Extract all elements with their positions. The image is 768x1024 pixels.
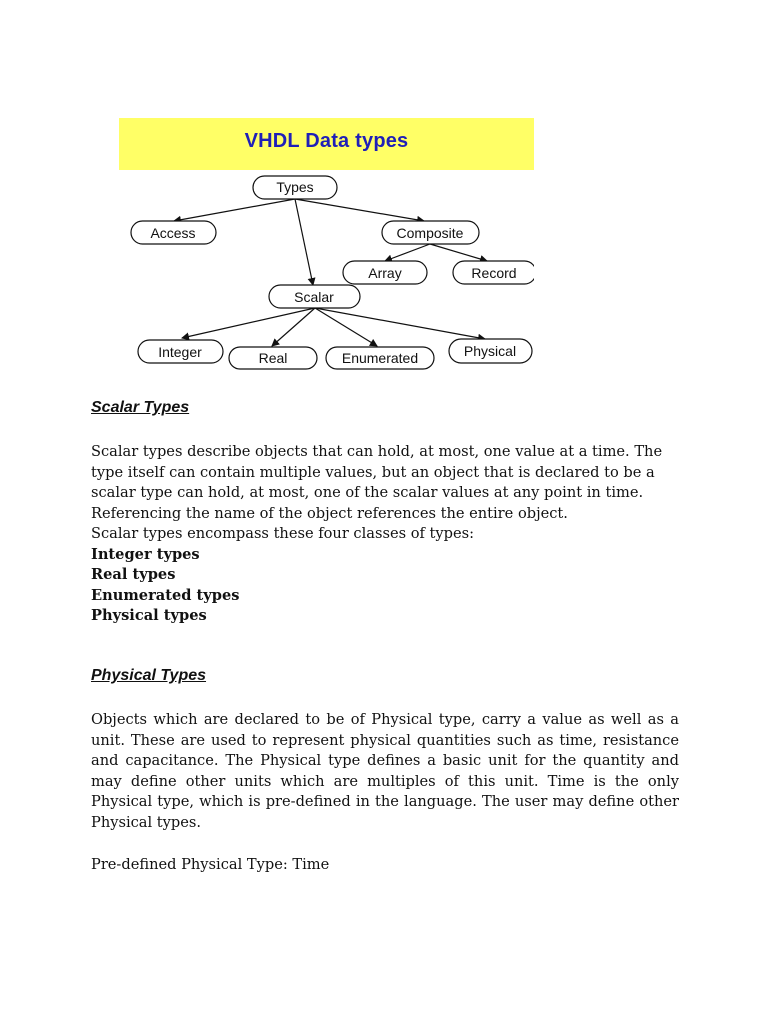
diagram-title: VHDL Data types [244,130,409,152]
node-scalar-label: Scalar [294,289,334,305]
node-record-label: Record [471,265,517,281]
node-array-label: Array [368,265,402,281]
node-composite-label: Composite [396,225,464,241]
scalar-line: Scalar types encompass these four classes of types: [91,525,475,542]
scalar-class-integer: Integer types [91,545,200,563]
predefined-physical-type: Pre-defined Physical Type: Time [91,856,330,873]
physical-types-paragraph: Objects which are declared to be of Physical type, carry a value as well as a unit. These are used to represent physical quantities such as time, resistance and capacitance. The Physical type defines a basic unit for the quantity and may define other units which are multiples of this unit. Time is the only Physical type, which is pre-defined in the language. The user may define other Physical types. [91,711,679,831]
edge-composite-array [385,244,430,261]
scalar-class-real: Real types [91,566,176,583]
scalar-line: scalar type can hold, at most, one of the scalar values at any point in time. [91,484,644,501]
scalar-line: Referencing the name of the object references the entire object. [91,504,568,522]
scalar-line: Scalar types describe objects that can hold, at most, one value at a time. The [91,443,663,460]
scalar-types-heading: Scalar Types [91,399,190,416]
physical-types-heading: Physical Types [91,667,207,684]
scalar-class-enumerated: Enumerated types [91,586,240,604]
node-access-label: Access [150,225,196,241]
node-types-label: Types [276,179,314,195]
edge-scalar-integer [182,308,315,338]
diagram-tree [119,118,534,373]
vhdl-data-types-diagram [119,118,534,373]
node-physical-label: Physical [463,343,517,359]
edge-scalar-real [272,308,315,346]
edge-types-scalar [295,199,313,285]
scalar-line: type itself can contain multiple values, but an object that is declared to be a [91,463,655,481]
scalar-types-paragraph [91,442,679,627]
node-integer-label: Integer [158,344,202,360]
edge-types-composite [295,199,424,221]
edge-composite-record [430,244,487,261]
node-enumerated-label: Enumerated [341,350,419,366]
node-real-label: Real [258,350,288,366]
edge-types-access [174,199,295,221]
scalar-class-physical: Physical types [91,607,207,624]
